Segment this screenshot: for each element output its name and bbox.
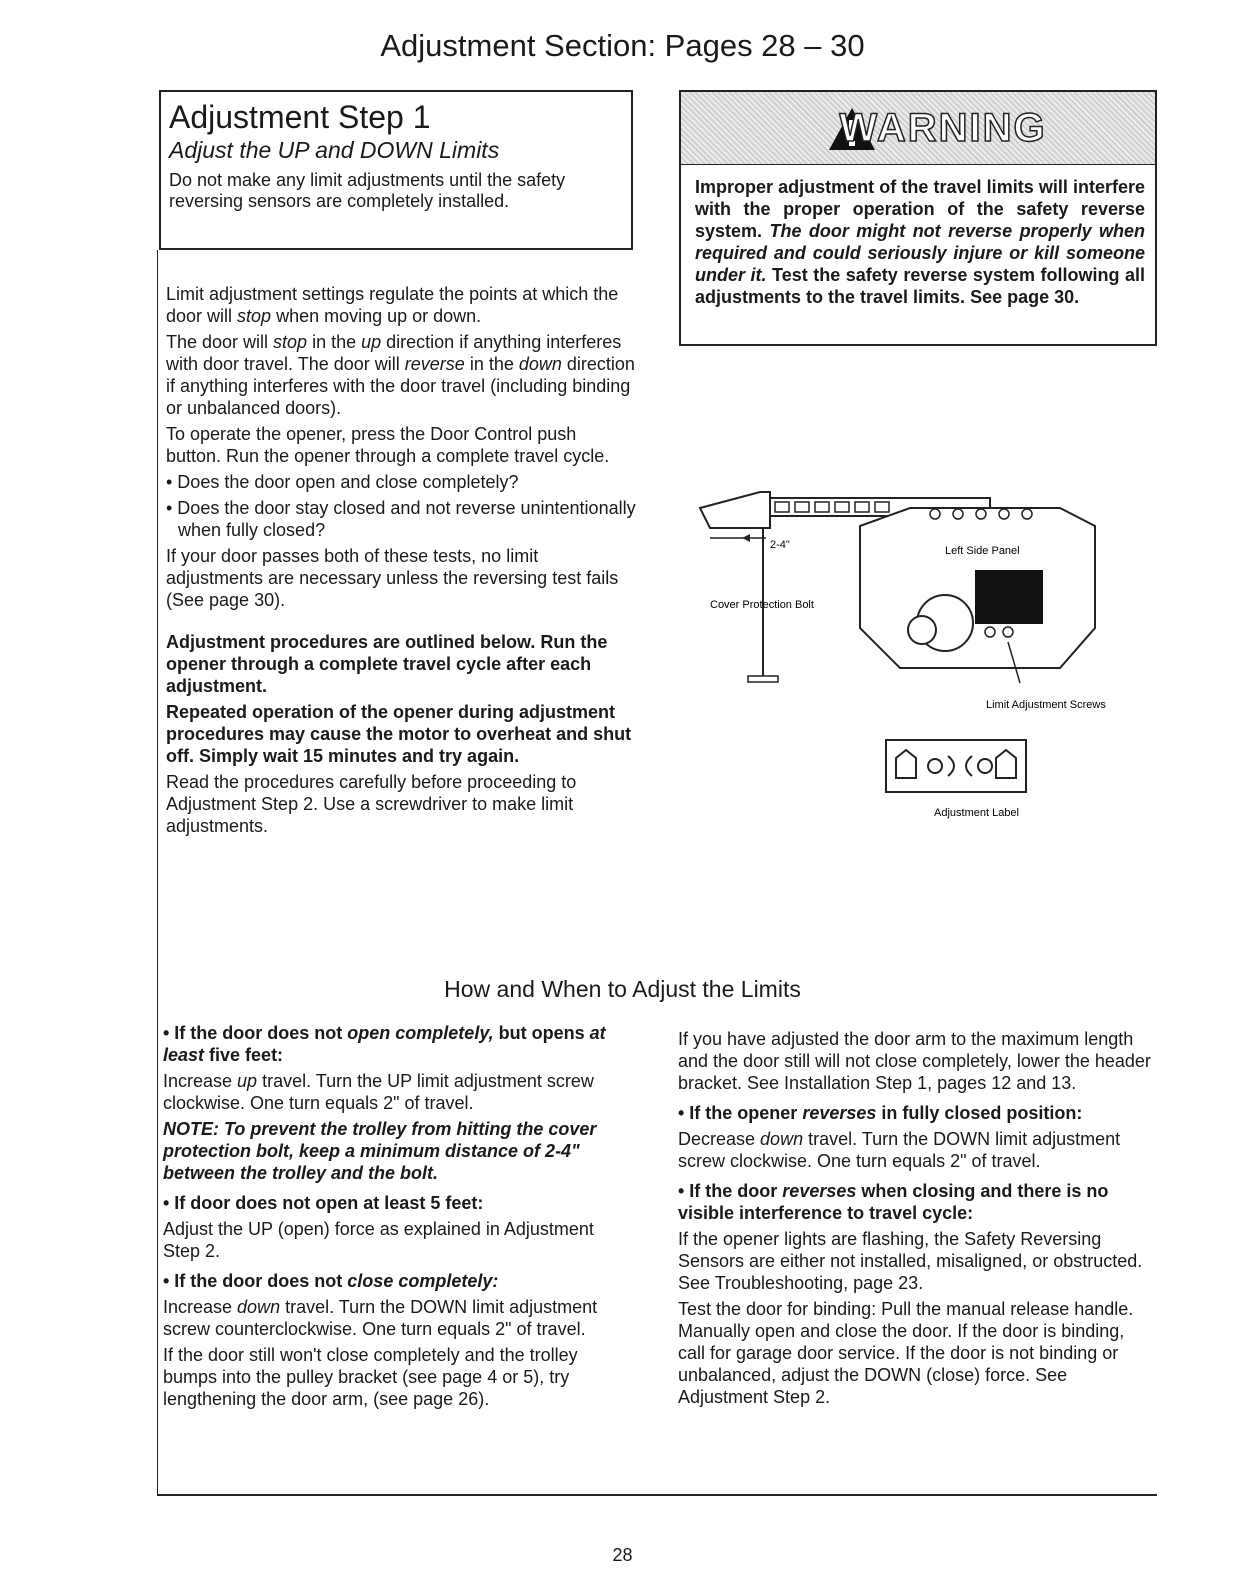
text: Decrease [678, 1129, 761, 1149]
instruction: If the opener lights are flashing, the Safety Reversing Sensors are either not installed, misaligned, or obstructed. See Troubleshooting, page 23. [678, 1229, 1143, 1293]
section-title: How and When to Adjust the Limits [444, 976, 801, 1002]
adjustment-label-caption: Adjustment Label [934, 807, 1019, 819]
warning-title [739, 92, 1099, 164]
text: stop [237, 306, 272, 326]
instruction [163, 1070, 633, 1114]
text: down [237, 1297, 281, 1317]
cover-bolt-label: Cover Protection Bolt [710, 599, 814, 611]
intro-paragraph: To operate the opener, press the Door Control push button. Run the opener through a complete travel cycle. [166, 424, 610, 466]
bold-paragraph: Repeated operation of the opener during adjustment procedures may cause the motor to overheat and shut off. Simply wait 15 minutes and try again. [166, 702, 632, 766]
text: direction if anything interferes with the door travel (including binding or unbalanced doors). [166, 354, 635, 418]
instruction: Adjust the UP (open) force as explained in Adjustment Step 2. [163, 1219, 594, 1261]
text: reverses [782, 1181, 857, 1201]
warning-text-italic: The door might not reverse properly when required and could seriously injure or kill someone under it. [695, 221, 1146, 285]
text: close completely: [347, 1271, 499, 1291]
note-paragraph: NOTE: To prevent the trolley from hitting the cover protection bolt, keep a minimum distance of 2-4" between the trolley and the bolt. [163, 1119, 597, 1183]
bottom-rule [157, 1494, 1157, 1496]
instruction [678, 1128, 1152, 1172]
step-note: Do not make any limit adjustments until the safety reversing sensors are completely installed. [169, 170, 566, 211]
warning-text-part: Test the safety reverse system following all adjustments to the travel limits. See page 30. [695, 265, 1146, 307]
left-column [163, 1022, 633, 1414]
warning-label: WARNING [839, 106, 1047, 150]
arrow-head-icon [742, 534, 750, 542]
warning-text [695, 176, 1145, 308]
text: Limit adjustment settings regulate the points at which the door will [166, 284, 619, 326]
text: Increase [163, 1297, 238, 1317]
trolley-icon [700, 492, 770, 528]
intro-paragraph [166, 331, 636, 419]
text: travel. Turn the DOWN limit adjustment screw clockwise. One turn equals 2" of travel. [678, 1129, 1121, 1171]
adjustment-label-icon [886, 740, 1026, 792]
text: Increase [163, 1071, 238, 1091]
instruction: If you have adjusted the door arm to the maximum length and the door still will not close completely, lower the header bracket. See Installation Step 1, pages 12 and 13. [678, 1029, 1151, 1093]
adjustment-step-box [159, 90, 633, 250]
text: at least [163, 1023, 606, 1065]
condition-heading [163, 1270, 633, 1292]
page-header: Adjustment Section: Pages 28 – 30 [380, 28, 865, 63]
text: up [237, 1071, 258, 1091]
condition-heading [678, 1180, 1152, 1224]
text: travel. Turn the UP limit adjustment screw clockwise. One turn equals 2" of travel. [163, 1071, 594, 1113]
condition-heading [678, 1102, 1152, 1124]
right-column [678, 1028, 1152, 1412]
text: • If the opener [678, 1103, 803, 1123]
text: in fully closed position: [876, 1103, 1083, 1123]
screws-label: Limit Adjustment Screws [986, 699, 1106, 711]
text: in the [464, 354, 519, 374]
text: down [760, 1129, 804, 1149]
instruction: Test the door for binding: Pull the manual release handle. Manually open and close the door. If the door is binding, call for garage door service. If the door is not binding or unbalanced, adjust the DOWN (close) force. See Adjustment Step 2. [678, 1299, 1134, 1407]
bullet-item: • Does the door stay closed and not reverse unintentionally when fully closed? [166, 498, 636, 540]
warning-banner [681, 92, 1155, 165]
intro-paragraph: Read the procedures carefully before proceeding to Adjustment Step 2. Use a screwdriver to make limit adjustments. [166, 772, 577, 836]
condition-heading [163, 1022, 633, 1066]
intro-paragraph: If your door passes both of these tests, no limit adjustments are necessary unless the reversing test fails (See page 30). [166, 546, 619, 610]
bold-paragraph: Adjustment procedures are outlined below. Run the opener through a complete travel cycle after each adjustment. [166, 632, 608, 696]
text: reverses [802, 1103, 877, 1123]
text: when closing and there is no visible interference to travel cycle: [678, 1181, 1109, 1223]
text: The door will [166, 332, 274, 352]
text: • If the door [678, 1181, 783, 1201]
opener-diagram [690, 478, 1110, 828]
left-rule [157, 250, 158, 1495]
text: travel. Turn the DOWN limit adjustment screw counterclockwise. One turn equals 2" of travel. [163, 1297, 598, 1339]
warning-box [679, 90, 1157, 346]
text: stop [273, 332, 308, 352]
bulb-socket-icon [908, 616, 936, 644]
instruction: If the door still won't close completely and the trolley bumps into the pulley bracket (see page 4 or 5), try lengthening the door arm, (see page 26). [163, 1345, 578, 1409]
warning-text-part: Improper adjustment of the travel limits will interfere with the proper operation of the safety reverse system. [695, 177, 1145, 241]
text: in the [307, 332, 362, 352]
text: five feet: [204, 1045, 284, 1065]
text: open completely, [347, 1023, 494, 1043]
instruction [163, 1296, 633, 1340]
bolt-base-icon [748, 676, 778, 682]
page-number: 28 [612, 1545, 633, 1565]
step-title: Adjustment Step 1 [169, 99, 431, 135]
bullet-item: • Does the door open and close completely? [166, 472, 519, 492]
text: direction if anything interferes with door travel. The door will [166, 332, 622, 374]
text: • If the door does not [163, 1023, 348, 1043]
condition-heading: • If door does not open at least 5 feet: [163, 1193, 484, 1213]
intro-paragraph [166, 283, 636, 327]
intro-column [166, 283, 636, 841]
text: down [518, 354, 562, 374]
text: reverse [404, 354, 465, 374]
control-board-icon [975, 570, 1043, 624]
text: • If the door does not [163, 1271, 348, 1291]
text: up [361, 332, 382, 352]
panel-label: Left Side Panel [945, 545, 1020, 557]
text: when moving up or down. [271, 306, 482, 326]
text: but opens [493, 1023, 590, 1043]
step-subtitle: Adjust the UP and DOWN Limits [169, 137, 500, 163]
dimension-label: 2-4" [770, 539, 790, 551]
